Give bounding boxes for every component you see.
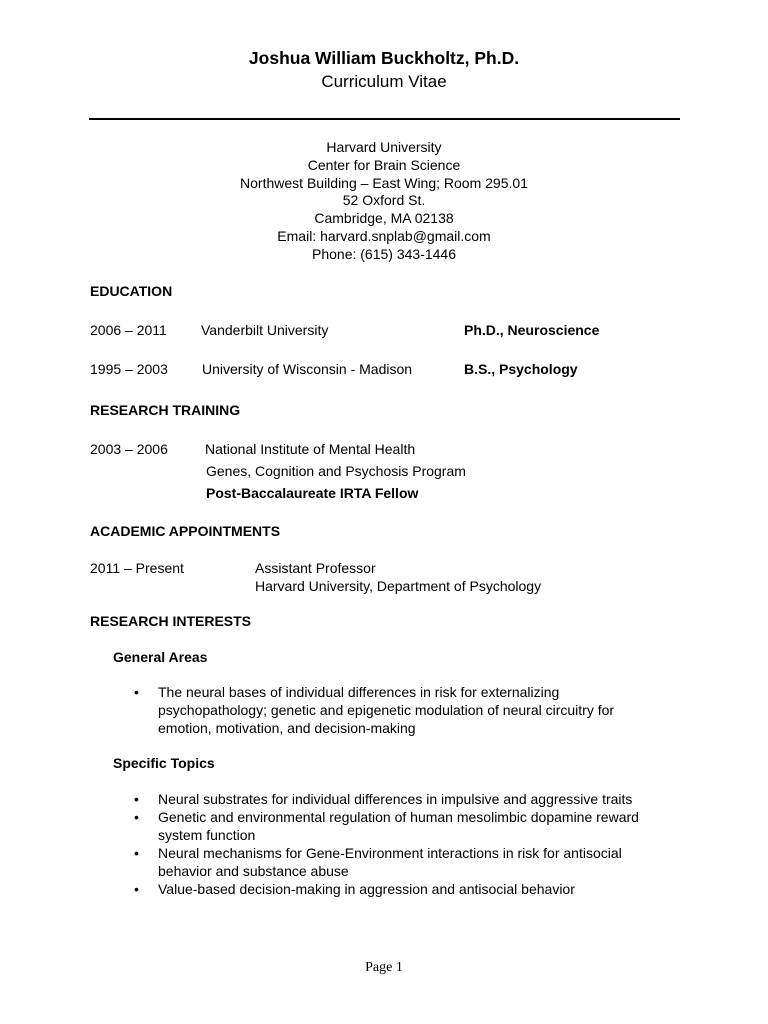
cv-name: Joshua William Buckholtz, Ph.D.	[248, 48, 520, 68]
education-degree: B.S., Psychology	[464, 361, 578, 377]
general-areas-heading: General Areas	[113, 649, 208, 665]
bullet-icon: •	[134, 791, 139, 807]
education-dates: 1995 – 2003	[90, 361, 168, 377]
list-item: The neural bases of individual differences in risk for externalizing	[158, 684, 560, 700]
bullet-icon: •	[134, 684, 139, 700]
appointment-org: Harvard University, Department of Psychology	[255, 578, 542, 594]
cv-subtitle: Curriculum Vitae	[321, 72, 447, 91]
bullet-icon: •	[134, 809, 139, 825]
contact-block	[0, 139, 768, 264]
list-item: Neural substrates for individual differences in impulsive and aggressive traits	[158, 791, 633, 807]
list-item-continuation: behavior and substance abuse	[158, 863, 349, 879]
contact-line: 52 Oxford St.	[342, 192, 426, 209]
contact-email: Email: harvard.snplab@gmail.com	[277, 227, 491, 244]
list-item-continuation: system function	[158, 827, 256, 843]
appointment-dates: 2011 – Present	[90, 560, 184, 576]
bullet-icon: •	[134, 881, 139, 897]
education-institution: Vanderbilt University	[201, 322, 329, 338]
list-item: Neural mechanisms for Gene-Environment interactions in risk for antisocial	[158, 845, 622, 861]
appointments-heading: ACADEMIC APPOINTMENTS	[90, 523, 281, 539]
training-institution: National Institute of Mental Health	[205, 441, 416, 457]
research-training-heading: RESEARCH TRAINING	[90, 402, 241, 418]
list-item-continuation: emotion, motivation, and decision-making	[158, 720, 416, 736]
page-number: Page 1	[365, 960, 403, 975]
contact-phone: Phone: (615) 343-1446	[312, 245, 456, 262]
contact-line: Center for Brain Science	[307, 156, 461, 173]
training-dates: 2003 – 2006	[90, 441, 168, 457]
education-dates: 2006 – 2011	[90, 322, 167, 338]
education-heading: EDUCATION	[90, 283, 173, 299]
list-item: Value-based decision-making in aggression and antisocial behavior	[158, 881, 575, 897]
education-degree: Ph.D., Neuroscience	[464, 322, 600, 338]
research-interests-heading: RESEARCH INTERESTS	[90, 613, 252, 629]
contact-line: Cambridge, MA 02138	[314, 210, 454, 227]
contact-line: Northwest Building – East Wing; Room 295.01	[240, 174, 528, 191]
training-position: Post-Baccalaureate IRTA Fellow	[206, 485, 419, 501]
contact-line: Harvard University	[326, 139, 442, 155]
specific-topics-heading: Specific Topics	[113, 755, 215, 771]
list-item-continuation: psychopathology; genetic and epigenetic modulation of neural circuitry for	[158, 702, 615, 718]
education-institution: University of Wisconsin - Madison	[202, 361, 413, 377]
header-divider	[89, 118, 680, 120]
bullet-icon: •	[134, 845, 139, 861]
training-program: Genes, Cognition and Psychosis Program	[206, 463, 466, 479]
list-item: Genetic and environmental regulation of human mesolimbic dopamine reward	[158, 809, 639, 825]
appointment-title: Assistant Professor	[255, 560, 376, 576]
